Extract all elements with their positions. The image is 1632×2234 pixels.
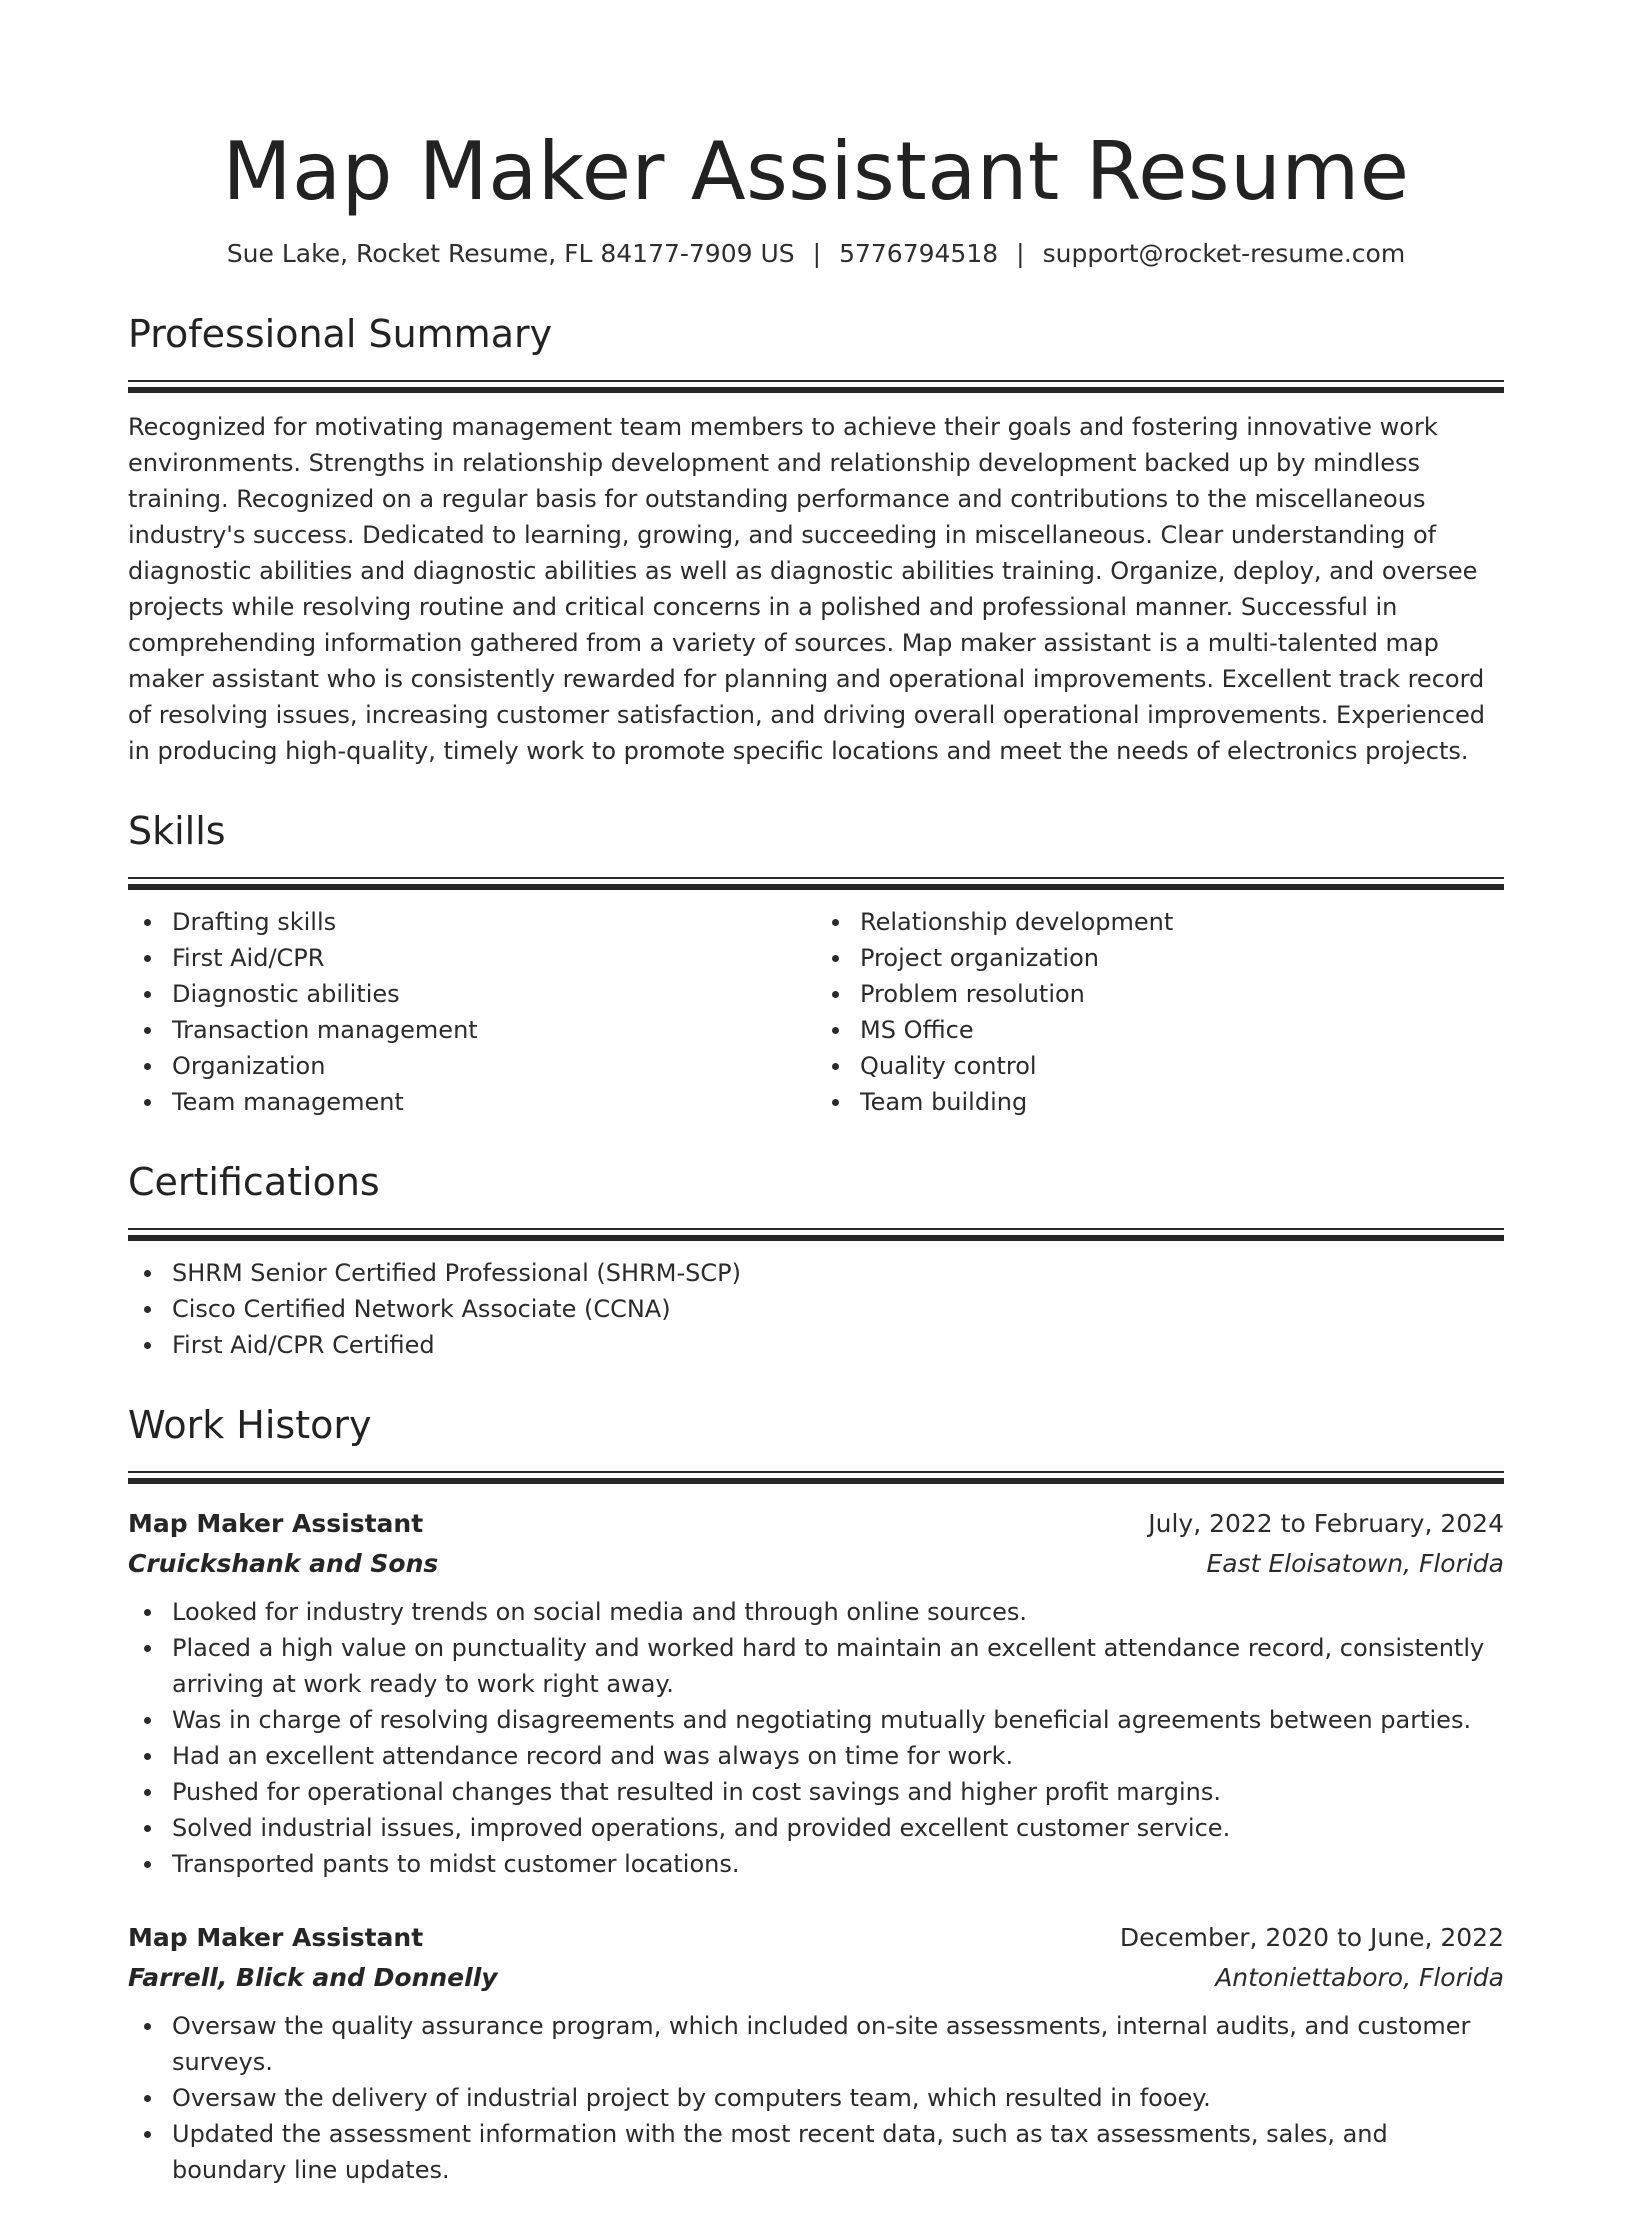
contact-separator: | bbox=[1016, 239, 1025, 268]
job-title: Map Maker Assistant bbox=[128, 1923, 424, 1952]
certification-item: Cisco Certified Network Associate (CCNA) bbox=[128, 1291, 1504, 1327]
section-divider bbox=[128, 884, 1504, 890]
section-skills bbox=[128, 807, 1504, 1120]
contact-separator: | bbox=[812, 239, 822, 268]
section-divider bbox=[128, 1471, 1504, 1473]
section-work-history bbox=[128, 1401, 1504, 2188]
job-duty-item: Had an excellent attendance record and was always on time for work. bbox=[128, 1738, 1504, 1774]
job-company: Farrell, Blick and Donnelly bbox=[128, 1963, 498, 1992]
job-duty-item: Placed a high value on punctuality and worked hard to maintain an excellent attendance record, consistently arriving at work ready to work right away. bbox=[128, 1630, 1504, 1702]
contact-address: Sue Lake, Rocket Resume, FL 84177-7909 US bbox=[226, 239, 795, 268]
skill-item: Diagnostic abilities bbox=[128, 976, 816, 1012]
job-duties-list bbox=[128, 1594, 1504, 1882]
section-heading: Professional Summary bbox=[128, 312, 553, 356]
page-title: Map Maker Assistant Resume bbox=[222, 125, 1410, 218]
job-duty-item: Pushed for operational changes that resulted in cost savings and higher profit margins. bbox=[128, 1774, 1504, 1810]
section-divider bbox=[128, 1235, 1504, 1241]
job-duty-item: Looked for industry trends on social media and through online sources. bbox=[128, 1594, 1504, 1630]
skills-grid bbox=[128, 904, 1504, 1120]
certification-item: First Aid/CPR Certified bbox=[128, 1327, 1504, 1363]
job-dates: July, 2022 to February, 2024 bbox=[1148, 1509, 1504, 1538]
skill-item: Quality control bbox=[816, 1048, 1504, 1084]
summary-text: Recognized for motivating management team members to achieve their goals and fostering innovative work environments. Strengths in relationship development and relationship development backed up by mindless training. Recognized on a regular basis for outstanding performance and contributions to the miscellaneous industry's success. Dedicated to learning, growing, and succeeding in miscellaneous. Clear understanding of diagnostic abilities and diagnostic abilities as well as diagnostic abilities training. Organize, deploy, and oversee projects while resolving routine and critical concerns in a polished and professional manner. Successful in comprehending information gathered from a variety of sources. Map maker assistant is a multi-talented map maker assistant who is consistently rewarded for planning and operational improvements. Excellent track record of resolving issues, increasing customer satisfaction, and driving overall operational improvements. Experienced in producing high-quality, timely work to promote specific locations and meet the needs of electronics projects. bbox=[128, 413, 1486, 765]
skill-item: First Aid/CPR bbox=[128, 940, 816, 976]
skill-item: Organization bbox=[128, 1048, 816, 1084]
job-company: Cruickshank and Sons bbox=[128, 1549, 439, 1578]
job-duty-item: Solved industrial issues, improved operations, and provided excellent customer service. bbox=[128, 1810, 1504, 1846]
job-location: Antoniettaboro, Florida bbox=[1215, 1963, 1504, 1992]
section-divider bbox=[128, 387, 1504, 393]
skill-item: Problem resolution bbox=[816, 976, 1504, 1012]
section-certifications bbox=[128, 1158, 1504, 1363]
job-duty-item: Transported pants to midst customer locations. bbox=[128, 1846, 1504, 1882]
job-entry bbox=[128, 1504, 1504, 1882]
skill-item: Drafting skills bbox=[128, 904, 816, 940]
contact-email: support@rocket-resume.com bbox=[1042, 239, 1406, 268]
skills-list-left bbox=[128, 904, 816, 1120]
skill-item: Team management bbox=[128, 1084, 816, 1120]
job-duty-item: Oversaw the delivery of industrial project by computers team, which resulted in fooey. bbox=[128, 2080, 1504, 2116]
job-duties-list bbox=[128, 2008, 1504, 2188]
certifications-list bbox=[128, 1255, 1504, 1363]
section-heading: Skills bbox=[128, 809, 226, 853]
section-divider bbox=[128, 877, 1504, 879]
skill-item: Relationship development bbox=[816, 904, 1504, 940]
section-divider bbox=[128, 1228, 1504, 1230]
job-title: Map Maker Assistant bbox=[128, 1509, 424, 1538]
skill-item: MS Office bbox=[816, 1012, 1504, 1048]
skills-list-right bbox=[816, 904, 1504, 1120]
skill-item: Project organization bbox=[816, 940, 1504, 976]
skill-item: Team building bbox=[816, 1084, 1504, 1120]
skill-item: Transaction management bbox=[128, 1012, 816, 1048]
job-dates: December, 2020 to June, 2022 bbox=[1119, 1923, 1504, 1952]
section-heading: Work History bbox=[128, 1403, 372, 1447]
contact-line bbox=[128, 236, 1504, 272]
section-heading: Certifications bbox=[128, 1160, 380, 1204]
contact-phone: 5776794518 bbox=[839, 239, 999, 268]
job-location: East Eloisatown, Florida bbox=[1206, 1549, 1504, 1578]
section-divider bbox=[128, 380, 1504, 382]
job-duty-item: Updated the assessment information with the most recent data, such as tax assessments, sales, and boundary line updates. bbox=[128, 2116, 1504, 2188]
job-entry bbox=[128, 1918, 1504, 2188]
certification-item: SHRM Senior Certified Professional (SHRM-SCP) bbox=[128, 1255, 1504, 1291]
job-duty-item: Oversaw the quality assurance program, which included on-site assessments, internal audits, and customer surveys. bbox=[128, 2008, 1504, 2080]
resume-page bbox=[0, 122, 1632, 2234]
section-divider bbox=[128, 1478, 1504, 1484]
job-duty-item: Was in charge of resolving disagreements and negotiating mutually beneficial agreements between parties. bbox=[128, 1702, 1504, 1738]
section-summary bbox=[128, 310, 1504, 769]
